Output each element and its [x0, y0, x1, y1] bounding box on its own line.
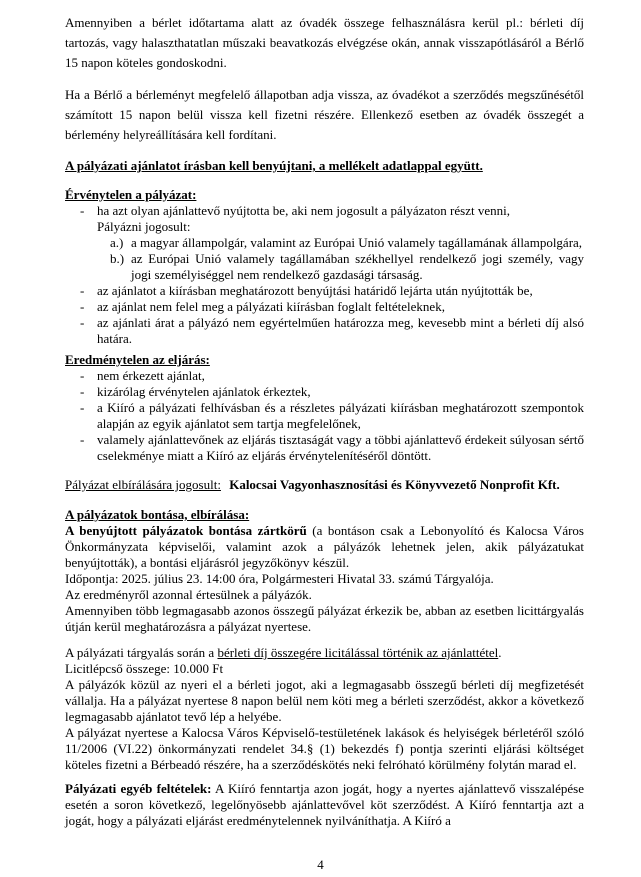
list-item — [65, 283, 584, 299]
dash-marker: - — [80, 384, 85, 399]
list-item — [65, 315, 584, 347]
list-item-body — [97, 203, 584, 283]
dash-marker: - — [80, 203, 85, 218]
list-item — [65, 400, 584, 432]
bidding-tail: . — [498, 645, 502, 660]
list-item — [65, 384, 584, 400]
dash-marker: - — [80, 299, 85, 314]
item-text: az Európai Unió valamely tagállamában székhellyel rendelkező jogi személy, vagy jogi személyiséggel nem rendelkező gazdasági társaság. — [131, 251, 584, 282]
heading-written-submission: A pályázati ajánlatot írásban kell benyújtani, a mellékelt adatlappal együtt. — [65, 158, 483, 173]
item-text: kizárólag érvénytelen ajánlatok érkeztek, — [97, 384, 311, 399]
heading-opening-evaluation: A pályázatok bontása, elbírálása: — [65, 507, 250, 522]
bullet-list-invalid — [65, 203, 584, 347]
sub-item-a — [97, 235, 584, 251]
list-item — [65, 203, 584, 283]
item-text: a magyar állampolgár, valamint az Európai Unió valamely tagállamának állampolgára, — [131, 235, 583, 250]
dash-marker: - — [80, 368, 85, 383]
page-number: 4 — [317, 857, 324, 872]
line-evaluator — [65, 477, 584, 493]
other-conditions-text: A Kiíró fenntartja azon jogát, hogy a nyertes ajánlattevő visszalépése esetén a soron következő, legelőnyösebb ajánlattevővel köt szerződést. A Kiíró fenntartja azt a jogát, hogy a pályázati eljárást eredménytelennek nyilváníthatja. A Kiíró a — [65, 781, 584, 828]
para-tie-breaker: Amennyiben több legmagasabb azonos összegű pályázat érkezik be, abban az esetben licittárgyalás útján kerül meghatározásra a pályázat nyertese. — [65, 603, 584, 634]
dash-marker: - — [80, 315, 85, 330]
dash-marker: - — [80, 283, 85, 298]
item-text: Pályázni jogosult: — [97, 219, 191, 234]
other-conditions-label: Pályázati egyéb feltételek: — [65, 781, 212, 796]
para-other-conditions — [65, 781, 584, 829]
opening-lead-bold: A benyújtott pályázatok bontása zártkörű — [65, 523, 307, 538]
item-text: ha azt olyan ajánlattevő nyújtotta be, aki nem jogosult a pályázaton részt venni, — [97, 203, 510, 218]
list-item — [65, 299, 584, 315]
line-bid-step: Licitlépcső összege: 10.000 Ft — [65, 661, 224, 676]
para-deposit-usage: Amennyiben a bérlet időtartama alatt az óvadék összege felhasználásra kerül pl.: bérleti díj tartozás, vagy halaszthatatlan műszaki beavatkozás elvégzése okán, annak visszapótlásáról a Bérlő 15 napon köteles gondoskodni. — [65, 15, 584, 70]
sub-item-marker: b.) — [110, 251, 125, 266]
bidding-underlined: bérleti díj összegére licitálással történik az ajánlattétel — [217, 645, 499, 660]
item-text: az ajánlatot a kiírásban meghatározott benyújtási határidő lejárta után nyújtották be, — [97, 283, 533, 298]
heading-invalid-tender: Érvénytelen a pályázat: — [65, 187, 197, 202]
list-item — [65, 368, 584, 384]
para-bidding — [65, 645, 584, 661]
para-opening — [65, 523, 584, 571]
heading-unsuccessful-procedure: Eredménytelen az eljárás: — [65, 352, 210, 367]
para-deposit-return: Ha a Bérlő a bérleményt megfelelő állapotban adja vissza, az óvadékot a szerződés megszűnésétől számított 15 napon belül vissza kell fizetni részére. Ellenkező esetben az óvadék összegét a bérlemény helyreállítására kell fordítani. — [65, 87, 584, 142]
opening-lead-rest: (a bontáson csak a Lebonyolító és Kalocsa Város Önkormányzata képviselői, valamint azok a pályázók lehetnek jelen, akik pályázatukat benyújtották), a bontási eljárásról jegyzőkönyv készül. — [65, 523, 584, 570]
sub-item-b — [97, 251, 584, 283]
item-text: a Kiíró a pályázati felhívásban és a részletes pályázati kiírásban meghatározott szempontok alapján az egyik ajánlatot sem tartja megfelelőnek, — [97, 400, 584, 431]
para-winner: A pályázók közül az nyeri el a bérleti jogot, aki a legmagasabb összegű bérleti díj megfizetését vállalja. Ha a pályázat nyertese 8 napon belül nem köti meg a bérleti szerződést, akkor a következő legmagasabb ajánlatot tevő lép a helyébe. — [65, 677, 584, 724]
item-text: valamely ajánlattevőnek az eljárás tisztaságát vagy a többi ajánlattevő érdekeit súlyosan sértő cselekménye miatt a Kiíró az eljárás érvénytelenítéséről döntött. — [97, 432, 584, 463]
bidding-lead: A pályázati tárgyalás során a — [65, 645, 218, 660]
bullet-list-unsuccessful — [65, 368, 584, 464]
item-text: az ajánlat nem felel meg a pályázati kiírásban foglalt feltételeknek, — [97, 299, 445, 314]
list-item — [65, 432, 584, 464]
dash-marker: - — [80, 432, 85, 447]
evaluator-label: Pályázat elbírálására jogosult: — [65, 477, 221, 492]
item-text: az ajánlati árat a pályázó nem egyértelműen határozza meg, kevesebb mint a bérleti díj alsó határa. — [97, 315, 584, 346]
dash-marker: - — [80, 400, 85, 415]
line-opening-time: Időpontja: 2025. július 23. 14:00 óra, Polgármesteri Hivatal 33. számú Tárgyalója. — [65, 571, 494, 586]
line-result-notice: Az eredményről azonnal értesülnek a pályázók. — [65, 587, 312, 602]
evaluator-value: Kalocsai Vagyonhasznosítási és Könyvvezető Nonprofit Kft. — [229, 477, 560, 492]
sub-item-marker: a.) — [110, 235, 124, 250]
para-procedure-cost: A pályázat nyertese a Kalocsa Város Képviselő-testületének lakások és helyiségek bérletéről szóló 11/2006 (VI.22) önkormányzati rendelet 34.§ (1) bekezdés f) pontja szerinti eljárási költséget köteles fizetni a Bérbeadó részére, ha a szerződéskötés neki felróható körülmény folytán marad el. — [65, 725, 584, 772]
item-text: nem érkezett ajánlat, — [97, 368, 205, 383]
